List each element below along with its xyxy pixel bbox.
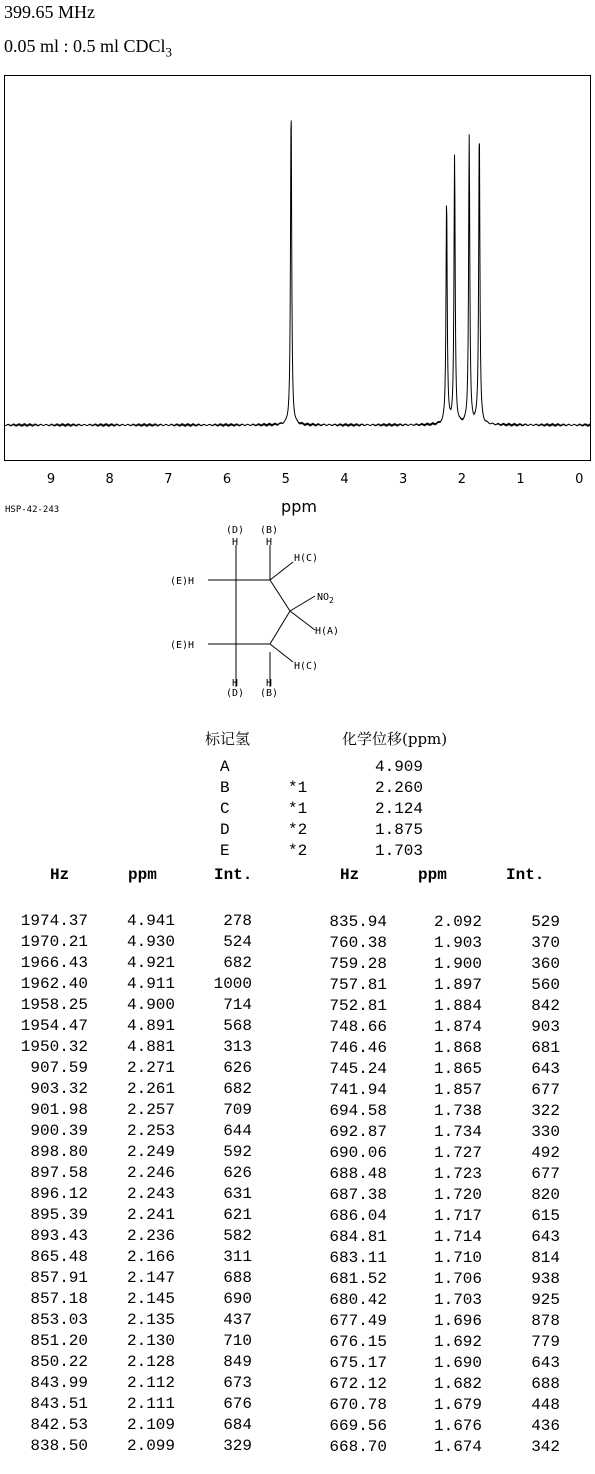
- peak-hz: 907.59: [30, 1059, 88, 1077]
- peak-table-header: Int.: [214, 866, 253, 884]
- shift-label: B: [220, 779, 230, 797]
- spectrum-plot: [4, 75, 591, 461]
- peak-hz: 1970.21: [20, 933, 88, 951]
- peak-ppm: 1.676: [433, 1417, 482, 1435]
- spectrum-code: HSP-42-243: [5, 505, 60, 515]
- peak-ppm: 2.112: [126, 1374, 175, 1392]
- peak-ppm: 4.911: [126, 975, 175, 993]
- peak-hz: 898.80: [30, 1143, 88, 1161]
- sample-prefix: 0.05 ml : 0.5 ml CDCl: [4, 36, 166, 56]
- peak-intensity: 903: [531, 1018, 560, 1036]
- peak-hz: 900.39: [30, 1122, 88, 1140]
- x-tick-label: 7: [164, 472, 173, 487]
- peak-ppm: 2.130: [126, 1332, 175, 1350]
- peak-intensity: 615: [531, 1207, 560, 1225]
- peak-hz: 670.78: [329, 1396, 387, 1414]
- peak-hz: 687.38: [329, 1186, 387, 1204]
- peak-hz: 672.12: [329, 1375, 387, 1393]
- peak-hz: 853.03: [30, 1311, 88, 1329]
- peak-hz: 748.66: [329, 1018, 387, 1036]
- label-d-bottom: (D): [226, 688, 245, 699]
- peak-intensity: 329: [223, 1437, 252, 1455]
- peak-ppm: 2.271: [126, 1059, 175, 1077]
- peak-intensity: 643: [531, 1060, 560, 1078]
- shift-note: *2: [288, 842, 308, 860]
- bond-ring-lower: [270, 611, 290, 644]
- peak-ppm: 1.679: [433, 1396, 482, 1414]
- label-no2-main: NO: [317, 592, 330, 603]
- peak-hz: 676.15: [329, 1333, 387, 1351]
- peak-ppm: 1.727: [433, 1144, 482, 1162]
- peak-hz: 760.38: [329, 934, 387, 952]
- shift-note: *1: [288, 779, 308, 797]
- peak-hz: 1966.43: [20, 954, 88, 972]
- peak-intensity: 592: [223, 1143, 252, 1161]
- peak-hz: 850.22: [30, 1353, 88, 1371]
- peak-hz: 1962.40: [20, 975, 88, 993]
- peak-intensity: 676: [223, 1395, 252, 1413]
- peak-hz: 901.98: [30, 1101, 88, 1119]
- peak-intensity: 560: [531, 976, 560, 994]
- spectrum-svg: [4, 75, 591, 461]
- label-h-d-top: H: [232, 537, 239, 548]
- peak-ppm: 2.241: [126, 1206, 175, 1224]
- label-c-top: H(C): [294, 553, 319, 564]
- peak-intensity: 690: [223, 1290, 252, 1308]
- peak-ppm: 1.865: [433, 1060, 482, 1078]
- peak-intensity: 436: [531, 1417, 560, 1435]
- peak-intensity: 322: [531, 1102, 560, 1120]
- peak-hz: 684.81: [329, 1228, 387, 1246]
- shift-value-header: 化学位移(ppm): [342, 730, 448, 748]
- shift-note: *1: [288, 800, 308, 818]
- peak-ppm: 1.674: [433, 1438, 482, 1456]
- peak-intensity: 673: [223, 1374, 252, 1392]
- peak-intensity: 644: [223, 1122, 252, 1140]
- peak-ppm: 4.921: [126, 954, 175, 972]
- peak-ppm: 2.128: [126, 1353, 175, 1371]
- shift-label: D: [220, 821, 230, 839]
- bond-ring-upper: [270, 580, 290, 611]
- peak-hz: 896.12: [30, 1185, 88, 1203]
- peak-intensity: 820: [531, 1186, 560, 1204]
- x-tick-label: 5: [281, 472, 290, 487]
- label-e-bottom: (E)H: [170, 640, 195, 651]
- peak-ppm: 1.690: [433, 1354, 482, 1372]
- peak-intensity: 688: [531, 1375, 560, 1393]
- label-h-b-bottom: H: [266, 678, 273, 689]
- peak-hz: 741.94: [329, 1081, 387, 1099]
- peak-intensity: 681: [531, 1039, 560, 1057]
- peak-hz: 677.49: [329, 1312, 387, 1330]
- peak-intensity: 849: [223, 1353, 252, 1371]
- peak-hz: 681.52: [329, 1270, 387, 1288]
- peak-ppm: 4.891: [126, 1017, 175, 1035]
- peak-hz: 669.56: [329, 1417, 387, 1435]
- x-tick-label: 2: [457, 472, 466, 487]
- label-no2: [317, 592, 334, 605]
- peak-intensity: 524: [223, 933, 252, 951]
- peak-intensity: 278: [223, 912, 252, 930]
- peak-intensity: 621: [223, 1206, 252, 1224]
- peak-ppm: 1.717: [433, 1207, 482, 1225]
- peak-ppm: 1.734: [433, 1123, 482, 1141]
- x-tick-label: 0: [575, 472, 584, 487]
- peak-ppm: 2.109: [126, 1416, 175, 1434]
- label-no2-sub: 2: [329, 596, 334, 605]
- peak-ppm: 2.135: [126, 1311, 175, 1329]
- peak-ppm: 1.897: [433, 976, 482, 994]
- peak-ppm: 1.714: [433, 1228, 482, 1246]
- plot-frame: [5, 76, 591, 461]
- peak-ppm: 2.261: [126, 1080, 175, 1098]
- peak-intensity: 529: [531, 913, 560, 931]
- peak-intensity: 631: [223, 1185, 252, 1203]
- peak-hz: 857.91: [30, 1269, 88, 1287]
- peak-hz: 897.58: [30, 1164, 88, 1182]
- peak-intensity: 1000: [213, 975, 252, 993]
- structure-svg: [160, 518, 390, 704]
- label-h-d-bottom: H: [232, 678, 239, 689]
- peak-ppm: 1.900: [433, 955, 482, 973]
- peak-intensity: 684: [223, 1416, 252, 1434]
- peak-intensity: 492: [531, 1144, 560, 1162]
- peak-hz: 690.06: [329, 1144, 387, 1162]
- shift-note: *2: [288, 821, 308, 839]
- peak-hz: 680.42: [329, 1291, 387, 1309]
- peak-ppm: 1.692: [433, 1333, 482, 1351]
- bond-c-bottom: [270, 644, 293, 662]
- shift-label: E: [220, 842, 230, 860]
- peak-hz: 1958.25: [20, 996, 88, 1014]
- shift-ppm: 1.703: [375, 842, 424, 860]
- peak-ppm: 2.249: [126, 1143, 175, 1161]
- peak-ppm: 1.682: [433, 1375, 482, 1393]
- label-b-top: (B): [260, 525, 279, 536]
- peak-hz: 686.04: [329, 1207, 387, 1225]
- peak-intensity: 311: [223, 1248, 252, 1266]
- peak-intensity: 330: [531, 1123, 560, 1141]
- peak-ppm: 2.099: [126, 1437, 175, 1455]
- label-h-b-top: H: [266, 537, 273, 548]
- peak-ppm: 1.703: [433, 1291, 482, 1309]
- x-tick-label: 1: [516, 472, 525, 487]
- peak-intensity: 714: [223, 996, 252, 1014]
- peak-hz: 746.46: [329, 1039, 387, 1057]
- peak-intensity: 437: [223, 1311, 252, 1329]
- peak-ppm: 1.868: [433, 1039, 482, 1057]
- peak-ppm: 2.257: [126, 1101, 175, 1119]
- shift-ppm: 4.909: [375, 758, 424, 776]
- peak-table-header: ppm: [128, 866, 157, 884]
- peak-intensity: 710: [223, 1332, 252, 1350]
- peak-intensity: 925: [531, 1291, 560, 1309]
- peak-hz: 683.11: [329, 1249, 387, 1267]
- peak-intensity: 342: [531, 1438, 560, 1456]
- peak-intensity: 643: [531, 1228, 560, 1246]
- peak-table-header: ppm: [418, 866, 447, 884]
- peak-hz: 752.81: [329, 997, 387, 1015]
- peak-intensity: 814: [531, 1249, 560, 1267]
- peak-intensity: 313: [223, 1038, 252, 1056]
- label-d-top: (D): [226, 525, 245, 536]
- peak-hz: 1974.37: [20, 912, 88, 930]
- sample-subscript: 3: [165, 44, 173, 60]
- peak-ppm: 1.738: [433, 1102, 482, 1120]
- peak-ppm: 2.092: [433, 913, 482, 931]
- peak-hz: 903.32: [30, 1080, 88, 1098]
- peak-intensity: 682: [223, 954, 252, 972]
- peak-ppm: 2.145: [126, 1290, 175, 1308]
- peak-hz: 1950.32: [20, 1038, 88, 1056]
- peak-hz: 675.17: [329, 1354, 387, 1372]
- peak-ppm: 4.941: [126, 912, 175, 930]
- peak-table-header: Hz: [340, 866, 360, 884]
- peak-ppm: 4.930: [126, 933, 175, 951]
- peak-ppm: 2.243: [126, 1185, 175, 1203]
- x-tick-label: 4: [340, 472, 349, 487]
- peak-intensity: 779: [531, 1333, 560, 1351]
- peak-table-header: Int.: [506, 866, 545, 884]
- peak-hz: 759.28: [329, 955, 387, 973]
- peak-intensity: 677: [531, 1081, 560, 1099]
- x-tick-label: 6: [222, 472, 232, 487]
- peak-intensity: 582: [223, 1227, 252, 1245]
- peak-ppm: 2.246: [126, 1164, 175, 1182]
- peak-hz: 851.20: [30, 1332, 88, 1350]
- shift-label-header: 标记氢: [205, 730, 251, 748]
- peak-intensity: 677: [531, 1165, 560, 1183]
- peak-ppm: 1.710: [433, 1249, 482, 1267]
- shift-label: A: [220, 758, 230, 776]
- peak-hz: 843.51: [30, 1395, 88, 1413]
- peak-hz: 843.99: [30, 1374, 88, 1392]
- peak-hz: 842.53: [30, 1416, 88, 1434]
- sample-description: [4, 36, 172, 61]
- peak-intensity: 568: [223, 1017, 252, 1035]
- peak-ppm: 2.253: [126, 1122, 175, 1140]
- peak-hz: 688.48: [329, 1165, 387, 1183]
- peak-hz: 838.50: [30, 1437, 88, 1455]
- peak-hz: 865.48: [30, 1248, 88, 1266]
- peak-hz: 692.87: [329, 1123, 387, 1141]
- bond-h-a: [290, 611, 315, 630]
- peak-intensity: 370: [531, 934, 560, 952]
- peak-intensity: 688: [223, 1269, 252, 1287]
- peak-intensity: 360: [531, 955, 560, 973]
- peak-intensity: 682: [223, 1080, 252, 1098]
- bond-c-top: [270, 562, 293, 580]
- peak-hz: 757.81: [329, 976, 387, 994]
- peak-ppm: 2.166: [126, 1248, 175, 1266]
- peak-intensity: 626: [223, 1059, 252, 1077]
- peak-intensity: 643: [531, 1354, 560, 1372]
- peak-intensity: 878: [531, 1312, 560, 1330]
- peak-intensity: 448: [531, 1396, 560, 1414]
- x-tick-label: 8: [105, 472, 114, 487]
- peak-table-header: Hz: [50, 866, 70, 884]
- peak-intensity: 626: [223, 1164, 252, 1182]
- label-b-bottom: (B): [260, 688, 279, 699]
- label-e-top: (E)H: [170, 576, 195, 587]
- peak-ppm: 1.706: [433, 1270, 482, 1288]
- peak-ppm: 4.881: [126, 1038, 175, 1056]
- peak-hz: 745.24: [329, 1060, 387, 1078]
- peak-ppm: 1.874: [433, 1018, 482, 1036]
- peak-intensity: 842: [531, 997, 560, 1015]
- x-tick-label: 9: [46, 472, 56, 487]
- peak-intensity: 709: [223, 1101, 252, 1119]
- shift-ppm: 1.875: [375, 821, 424, 839]
- peak-ppm: 1.857: [433, 1081, 482, 1099]
- peak-ppm: 1.720: [433, 1186, 482, 1204]
- bond-no2: [290, 596, 315, 611]
- x-tick-label: 3: [399, 472, 408, 487]
- peak-hz: 893.43: [30, 1227, 88, 1245]
- spectrometer-frequency: 399.65 MHz: [4, 2, 95, 22]
- peak-ppm: 2.111: [126, 1395, 175, 1413]
- peak-hz: 857.18: [30, 1290, 88, 1308]
- x-axis-label: ppm: [281, 497, 317, 516]
- peak-hz: 1954.47: [20, 1017, 88, 1035]
- peak-hz: 694.58: [329, 1102, 387, 1120]
- shift-ppm: 2.260: [375, 779, 424, 797]
- peak-hz: 835.94: [329, 913, 387, 931]
- peak-ppm: 1.884: [433, 997, 482, 1015]
- shift-ppm: 2.124: [375, 800, 424, 818]
- label-c-bottom: H(C): [294, 661, 319, 672]
- peak-ppm: 4.900: [126, 996, 175, 1014]
- shift-label: C: [220, 800, 230, 818]
- peak-hz: 668.70: [329, 1438, 387, 1456]
- peak-ppm: 1.903: [433, 934, 482, 952]
- peak-hz: 895.39: [30, 1206, 88, 1224]
- peak-intensity: 938: [531, 1270, 560, 1288]
- peak-ppm: 1.696: [433, 1312, 482, 1330]
- structure-diagram: [160, 518, 390, 704]
- peak-ppm: 2.147: [126, 1269, 175, 1287]
- peak-ppm: 1.723: [433, 1165, 482, 1183]
- peak-ppm: 2.236: [126, 1227, 175, 1245]
- label-h-a: H(A): [315, 626, 340, 637]
